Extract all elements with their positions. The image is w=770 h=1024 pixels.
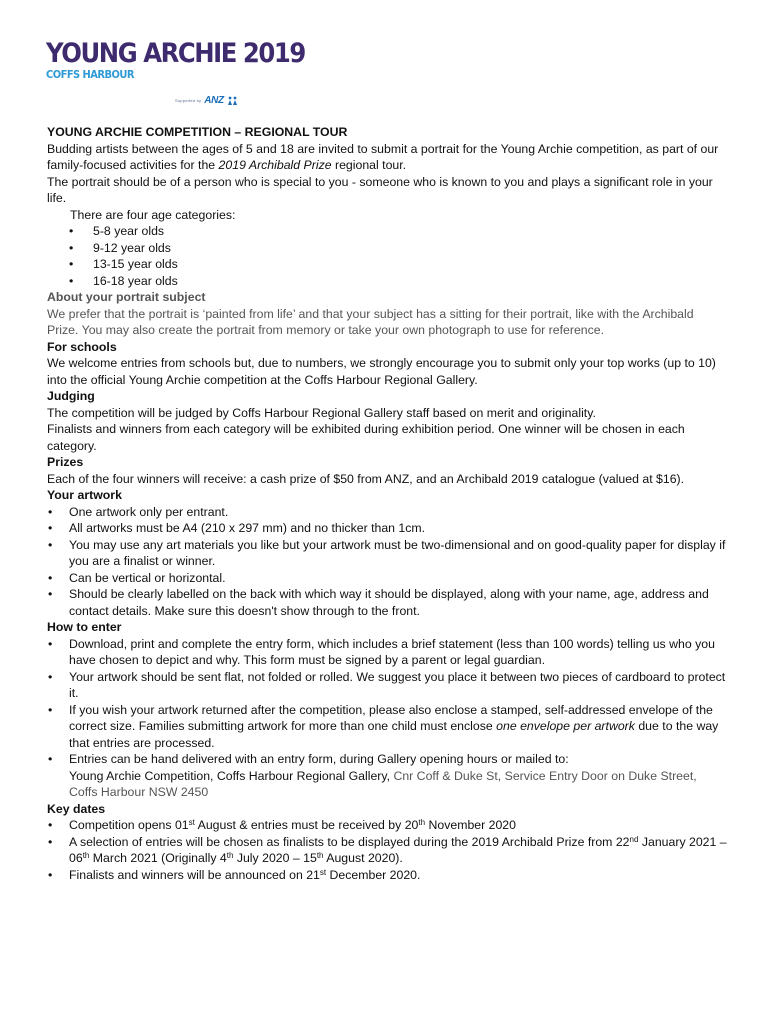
list-item	[47, 867, 727, 884]
date-text: August 2020).	[323, 851, 403, 865]
judging-paragraph-1: The competition will be judged by Coffs Harbour Regional Gallery staff based on merit and originality.	[47, 405, 596, 420]
ordinal-suffix: th	[418, 818, 426, 827]
date-text: November 2020	[425, 818, 516, 832]
portrait-paragraph: The portrait should be of a person who is special to you - someone who is known to you and plays a significant role in your life.	[47, 174, 713, 205]
date-text: March 2021 (Originally 4	[89, 851, 227, 865]
list-item: • Should be clearly labelled on the back with which way it should be displayed, along with your name, age, address and contact details. Make sure this doesn't show through to the front.	[47, 586, 727, 619]
list-item: • 9-12 year olds	[69, 240, 727, 257]
list-item: • 13-15 year olds	[69, 256, 727, 273]
sponsor-label: Supported by	[175, 98, 202, 103]
judging-paragraph-2: Finalists and winners from each category will be exhibited during exhibition period. One winner will be chosen in each category.	[47, 422, 685, 453]
ordinal-suffix: th	[316, 851, 324, 860]
ordinal-suffix: st	[319, 867, 327, 877]
sponsor-logo	[175, 95, 239, 106]
list-item: • One artwork only per entrant.	[47, 504, 727, 521]
intro-emphasis: 2019 Archibald Prize	[218, 158, 332, 172]
date-text: August & entries must be received by 20	[194, 818, 419, 832]
date-text: December 2020.	[326, 867, 421, 882]
mailing-address-2: Cnr Coff & Duke St, Service Entry Door on Duke Street, Coffs Harbour NSW 2450	[69, 768, 697, 799]
list-item: • You may use any art materials you like but your artwork must be two-dimensional and on good-quality paper for display if you are a finalist or winner.	[47, 537, 727, 570]
return-emphasis: one envelope per artwork	[496, 719, 635, 733]
list-item	[47, 751, 727, 801]
prizes-paragraph: Each of the four winners will receive: a cash prize of $50 from ANZ, and an Archibald 2019 catalogue (valued at $16).	[47, 471, 685, 486]
young-archie-logo	[46, 40, 334, 81]
how-to-enter-list	[47, 636, 727, 801]
list-item: • 5-8 year olds	[69, 223, 727, 240]
date-text: Finalists and winners will be announced on 21	[69, 867, 320, 882]
delivery-text: Entries can be hand delivered with an entry form, during Gallery opening hours or mailed to:	[69, 752, 569, 766]
list-item: • 16-18 year olds	[69, 273, 727, 290]
document-body	[47, 124, 727, 883]
categories-intro: There are four age categories:	[70, 207, 236, 222]
ordinal-suffix: nd	[629, 834, 639, 844]
list-item	[47, 834, 727, 867]
date-text: July 2020 – 15	[233, 851, 317, 865]
key-dates-heading: Key dates	[47, 801, 106, 816]
list-item: • All artworks must be A4 (210 x 297 mm) and no thicker than 1cm.	[47, 520, 727, 537]
list-item: • Download, print and complete the entry form, which includes a brief statement (less than 100 words) telling us who you have chosen to depict and why. This form must be signed by a parent or legal guardian.	[47, 636, 727, 669]
logo-subtitle: COFFS HARBOUR	[46, 68, 134, 81]
age-categories-list	[47, 223, 727, 289]
ordinal-suffix: st	[188, 818, 195, 827]
artwork-list	[47, 504, 727, 620]
list-item: • Your artwork should be sent flat, not folded or rolled. We suggest you place it between two pieces of cardboard to protect it.	[47, 669, 727, 702]
return-text-2: due to the way that entries are processed.	[69, 719, 719, 750]
schools-heading: For schools	[47, 339, 117, 354]
judging-heading: Judging	[47, 389, 95, 403]
intro-text-1: Budding artists between the ages of 5 and 18 are invited to submit a portrait for the Young Archie competition, as part of our family-focused activities for the	[47, 141, 719, 172]
list-item: • Can be vertical or horizontal.	[47, 570, 727, 587]
intro-paragraph	[47, 141, 727, 174]
date-text: Competition opens 01	[69, 818, 189, 832]
key-dates-list	[47, 817, 727, 883]
list-item	[47, 817, 727, 834]
intro-text-2: regional tour.	[331, 158, 407, 172]
mailing-address-1: Young Archie Competition, Coffs Harbour Regional Gallery,	[69, 768, 394, 783]
schools-paragraph: We welcome entries from schools but, due to numbers, we strongly encourage you to submit only your top works (up to 10) into the official Young Archie competition at the Coffs Harbour Regional Gallery.	[47, 356, 716, 387]
anz-people-icon	[227, 96, 239, 106]
anz-wordmark: ANZ	[204, 95, 224, 106]
ordinal-suffix: th	[226, 851, 234, 860]
subject-heading: About your portrait subject	[47, 290, 206, 304]
logo-title: YOUNG ARCHIE 2019	[46, 38, 305, 69]
subject-paragraph: We prefer that the portrait is ‘painted from life’ and that your subject has a sitting for their portrait, like with the Archibald Prize. You may also create the portrait from memory or take your own photograph to use for reference.	[47, 306, 694, 337]
return-text-1: If you wish your artwork returned after the competition, please also enclose a stamped, self-addressed envelope of the correct size. Families submitting artwork for more than one child must enclose	[69, 702, 713, 733]
list-item	[47, 702, 727, 752]
prizes-heading: Prizes	[47, 455, 84, 469]
main-heading: YOUNG ARCHIE COMPETITION – REGIONAL TOUR	[47, 125, 348, 139]
ordinal-suffix: th	[82, 851, 90, 860]
how-to-enter-heading: How to enter	[47, 620, 122, 634]
date-text: January 2021 – 06	[69, 834, 727, 865]
date-text: A selection of entries will be chosen as finalists to be displayed during the 2019 Archibald Prize from 22	[69, 834, 630, 849]
artwork-heading: Your artwork	[47, 488, 122, 502]
